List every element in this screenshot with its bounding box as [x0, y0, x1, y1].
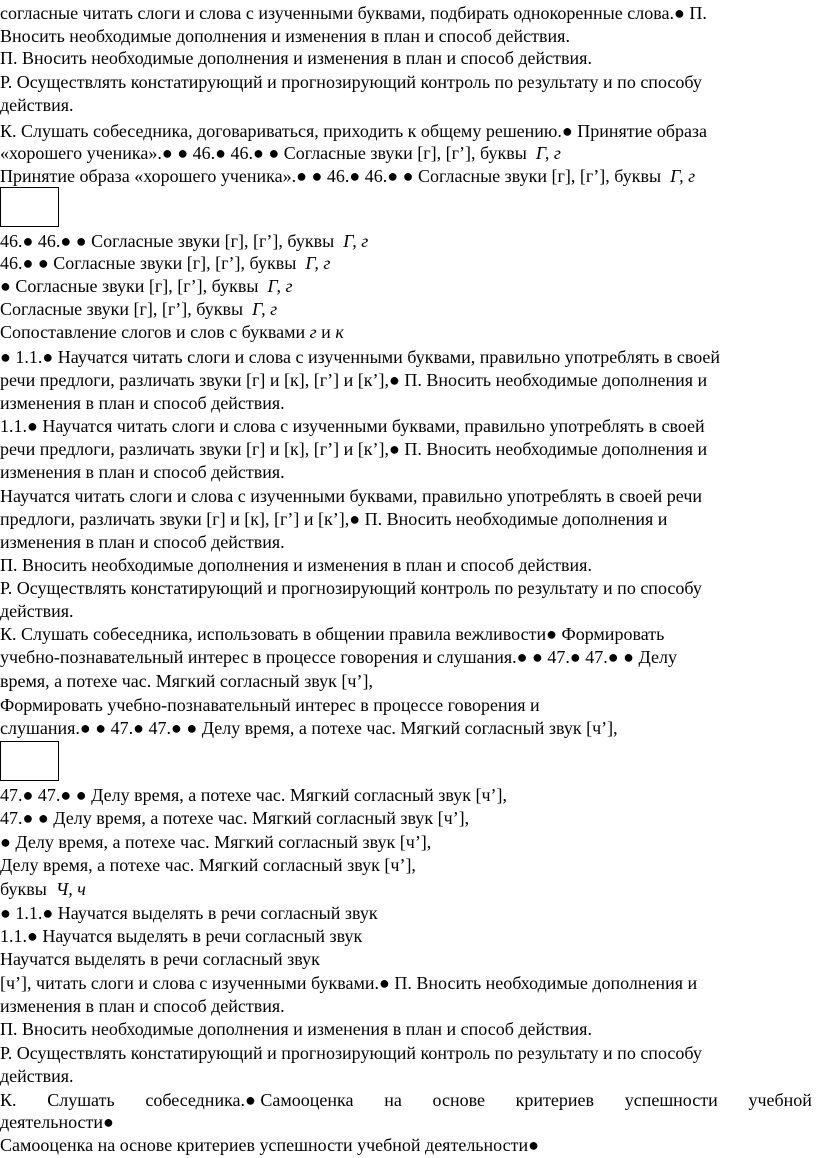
text-line: Самооценка на основе критериев успешности учебной деятельности●	[0, 1135, 539, 1155]
text-line: 47.● ● Делу время, а потехе час. Мягкий согласный звук [ч’],	[0, 808, 470, 828]
text-line: изменения в план и способ действия.	[0, 462, 285, 482]
text-line: Научатся выделять в речи согласный звук	[0, 949, 320, 969]
empty-table-cell	[0, 187, 59, 227]
text-line: ● Согласные звуки [г], [г’], буквы Г, г	[0, 276, 293, 296]
text-line: действия.	[0, 1066, 74, 1086]
text-line: время, а потехе час. Мягкий согласный звук [ч’],	[0, 671, 373, 691]
text-line: деятельности●	[0, 1112, 114, 1132]
text-line: 46.● 46.● ● Согласные звуки [г], [г’], буквы Г, г	[0, 231, 369, 251]
text-line: 46.● ● Согласные звуки [г], [г’], буквы Г, г	[0, 253, 331, 273]
text-line: Вносить необходимые дополнения и изменения в план и способ действия.	[0, 26, 570, 46]
text-line: К. Слушать собеседника, использовать в общении правила вежливости● Формировать	[0, 624, 665, 644]
text-line: слушания.● ● 47.● 47.● ● Делу время, а потехе час. Мягкий согласный звук [ч’],	[0, 718, 618, 738]
text-line: действия.	[0, 601, 74, 621]
text-line: Согласные звуки [г], [г’], буквы Г, г	[0, 299, 278, 319]
text-line-justified: К. Слушать собеседника.● Самооценка на основе критериев успешности учебной	[0, 1090, 812, 1110]
empty-table-cell	[0, 741, 59, 781]
text-line: К. Слушать собеседника, договариваться, приходить к общему решению.● Принятие образа	[0, 121, 708, 141]
text-line: ● 1.1.● Научатся выделять в речи согласный звук	[0, 903, 378, 923]
text-line: Р. Осуществлять констатирующий и прогнозирующий контроль по результату и по способу	[0, 72, 702, 92]
text-line: Сопоставление слогов и слов с буквами г и к	[0, 322, 344, 342]
text-line: речи предлоги, различать звуки [г] и [к], [г’] и [к’],● П. Вносить необходимые дополнения и	[0, 439, 708, 459]
text-line: 1.1.● Научатся выделять в речи согласный звук	[0, 926, 363, 946]
text-line: Делу время, а потехе час. Мягкий согласный звук [ч’],	[0, 855, 416, 875]
text-line: «хорошего ученика».● ● 46.● 46.● ● Согласные звуки [г], [г’], буквы Г, г	[0, 143, 561, 163]
text-line: Научатся читать слоги и слова с изученными буквами, правильно употреблять в своей речи	[0, 486, 703, 506]
text-line: ● 1.1.● Научатся читать слоги и слова с изученными буквами, правильно употреблять в своей	[0, 347, 721, 367]
text-line: П. Вносить необходимые дополнения и изменения в план и способ действия.	[0, 48, 592, 68]
text-line: [ч’], читать слоги и слова с изученными буквами.● П. Вносить необходимые дополнения и	[0, 973, 698, 993]
text-line: ● Делу время, а потехе час. Мягкий согласный звук [ч’],	[0, 832, 432, 852]
text-line: Принятие образа «хорошего ученика».● ● 46.● 46.● ● Согласные звуки [г], [г’], буквы Г, г	[0, 166, 696, 186]
text-line: Р. Осуществлять констатирующий и прогнозирующий контроль по результату и по способу	[0, 578, 702, 598]
text-line: 47.● 47.● ● Делу время, а потехе час. Мягкий согласный звук [ч’],	[0, 785, 508, 805]
text-line: учебно-познавательный интерес в процессе говорения и слушания.● ● 47.● 47.● ● Делу	[0, 647, 677, 667]
text-line: Р. Осуществлять констатирующий и прогнозирующий контроль по результату и по способу	[0, 1043, 702, 1063]
text-line: 1.1.● Научатся читать слоги и слова с изученными буквами, правильно употреблять в своей	[0, 416, 705, 436]
text-line: П. Вносить необходимые дополнения и изменения в план и способ действия.	[0, 555, 592, 575]
text-line: изменения в план и способ действия.	[0, 532, 285, 552]
text-line: речи предлоги, различать звуки [г] и [к], [г’] и [к’],● П. Вносить необходимые дополнения и	[0, 370, 708, 390]
text-line: Формировать учебно-познавательный интерес в процессе говорения и	[0, 695, 540, 715]
text-line: буквы Ч, ч	[0, 879, 86, 899]
text-line: П. Вносить необходимые дополнения и изменения в план и способ действия.	[0, 1019, 592, 1039]
text-line: предлоги, различать звуки [г] и [к], [г’] и [к’],● П. Вносить необходимые дополнения и	[0, 509, 668, 529]
text-line: изменения в план и способ действия.	[0, 996, 285, 1016]
text-line: действия.	[0, 95, 74, 115]
text-line: согласные читать слоги и слова с изученными буквами, подбирать однокоренные слова.● П.	[0, 3, 707, 23]
text-line: изменения в план и способ действия.	[0, 393, 285, 413]
